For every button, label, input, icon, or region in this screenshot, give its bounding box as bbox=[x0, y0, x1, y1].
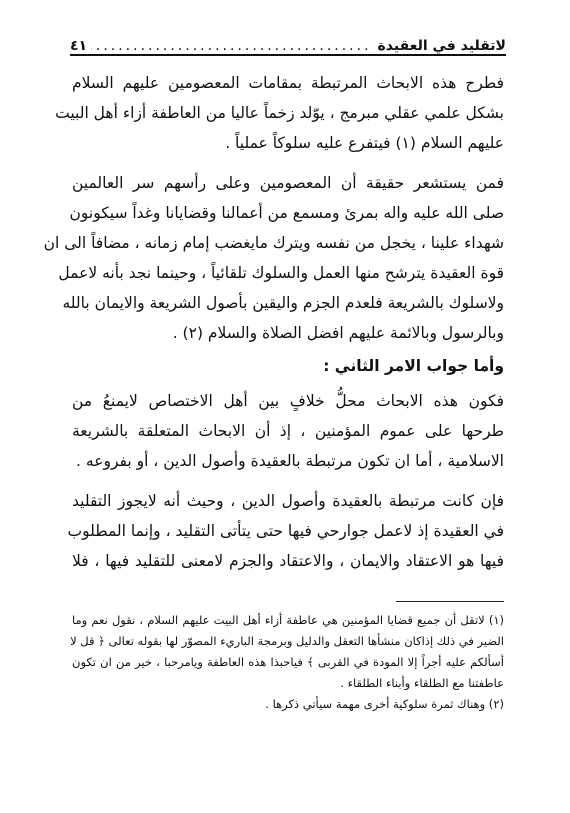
text-line: الاسلامية ، أما ان تكون مرتبطة بالعقيدة وأصول الدين ، أو بفروعه . bbox=[76, 452, 504, 470]
text-line: بشكل علمي عقلي مبرمج ، يوّلد زخماً عاليا من العاطفة أزاء أهل البيت bbox=[55, 104, 504, 122]
footnote-line: الضير في ذلك إذاكان منشأها التعقل والدليل وبرمجة الباريء المصوّر لها بقوله تعالى ﴿ قل لا bbox=[70, 634, 504, 648]
footnotes bbox=[72, 610, 504, 715]
text-line: فكون هذه الابحاث محلُّ خلافٍ بين أهل الاختصاص لايمنعُ من bbox=[72, 392, 504, 410]
text-line: فمن يستشعر حقيقة أن المعصومين وعلى رأسهم سر العالمين bbox=[72, 174, 504, 192]
footnote-line: أسألكم عليه أجراً إلا المودة في القربى ﴾ فياحبذا هذه العاطفة ويامرحبا ، خير من ان تكون bbox=[72, 655, 504, 669]
footnote-2 bbox=[72, 694, 504, 715]
text-line: عليهم السلام (١) فيتفرع عليه سلوكاً عملياً . bbox=[225, 134, 504, 152]
text-line: قوة العقيدة يترشح منها العمل والسلوك تلقائياً ، وحينما نجد بأنه لاعمل bbox=[58, 264, 504, 282]
paragraph-2 bbox=[43, 168, 504, 348]
text-line: فيها هو الاعتقاد والايمان ، والاعتقاد والجزم لامعنى للتقليد فيها ، فلا bbox=[72, 552, 504, 570]
text-line: وبالرسول وبالائمة عليهم افضل الصلاة والسلام (٢) . bbox=[172, 324, 504, 342]
paragraph-4 bbox=[67, 486, 504, 576]
text-line: في العقيدة إذ لاعمل جوارحي فيها حتى يتأتى التقليد ، وإنما المطلوب bbox=[67, 522, 504, 540]
page-number: ٤١ bbox=[70, 38, 88, 54]
running-header bbox=[70, 26, 506, 56]
footnote-line: (١) لاتقل أن جميع قضايا المؤمنين هي عاطفة أزاء أهل البيت عليهم السلام ، نقول نعم وما bbox=[72, 613, 504, 627]
text-line: طرحها على عموم المؤمنين ، إذ أن الابحاث المتعلقة بالشريعة bbox=[72, 422, 504, 440]
footnote-separator bbox=[396, 601, 504, 602]
paragraph-1 bbox=[55, 68, 504, 158]
text-line: فإن كانت مرتبطة بالعقيدة وأصول الدين ، وحيث أنه لايجوز التقليد bbox=[72, 492, 504, 510]
paragraph-gap bbox=[72, 476, 504, 486]
header-leader-dots bbox=[91, 38, 371, 54]
footnote-1 bbox=[72, 610, 504, 694]
main-text bbox=[43, 68, 504, 576]
text-line: صلى الله عليه واله بمرئ ومسمع من أعمالنا وقضايانا وغداً سيكونون bbox=[69, 204, 504, 222]
header-title: لاتقليد في العقيدة bbox=[377, 38, 506, 54]
text-line: فطرح هذه الابحاث المرتبطة بمقامات المعصومين عليهم السلام bbox=[72, 74, 504, 92]
footnote-line: (٢) وهناك ثمرة سلوكية أخرى مهمة سيأتي ذكرها . bbox=[265, 697, 504, 711]
text-line: شهداء علينا ، يخجل من نفسه ويترك مايغضب إمام زمانه ، مضافاً الى ان bbox=[43, 234, 504, 252]
paragraph-gap bbox=[72, 158, 504, 168]
paragraph-3 bbox=[72, 386, 504, 476]
footnote-line: عاطفتنا مع الطلقاء وأبناء الطلقاء . bbox=[340, 676, 504, 690]
text-line: ولاسلوك بالشريعة فلعدم الجزم واليقين بأصول الشريعة والايمان بالله bbox=[62, 294, 504, 312]
section-subheading: وأما جواب الامر الثاني : bbox=[323, 357, 504, 375]
